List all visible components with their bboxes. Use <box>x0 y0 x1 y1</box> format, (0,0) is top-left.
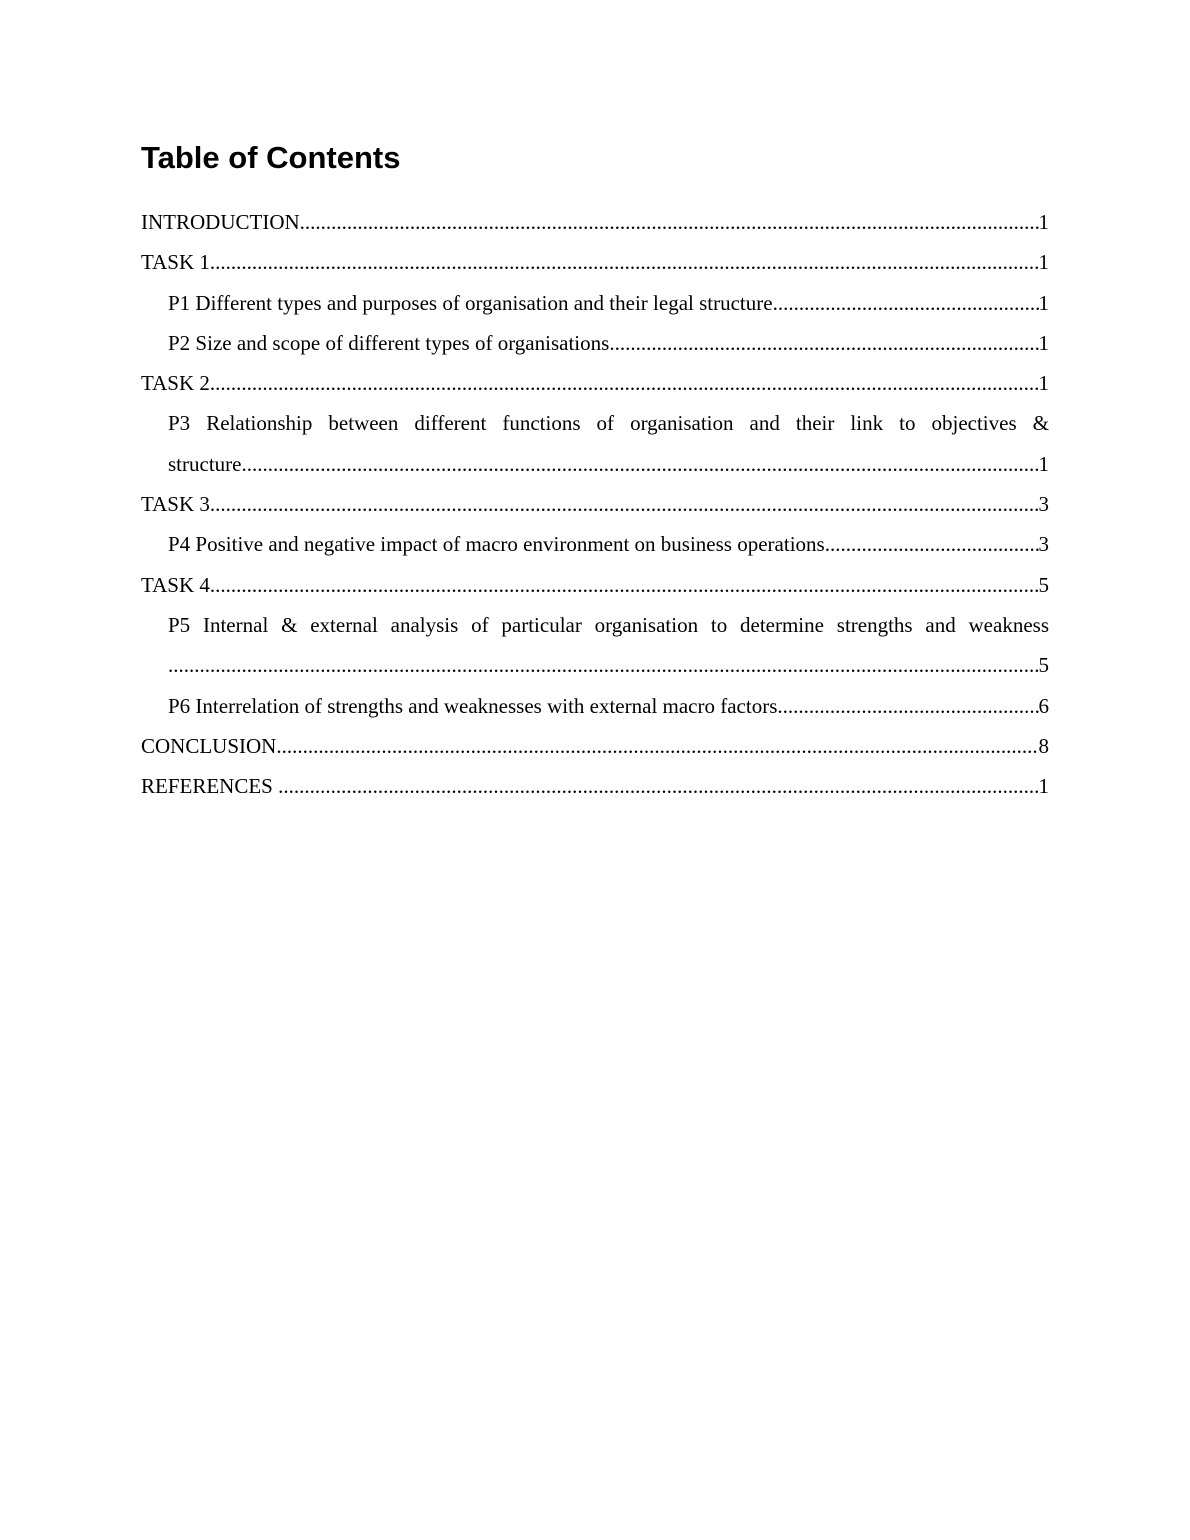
toc-entry-p6[interactable] <box>141 686 1049 726</box>
toc-entry-text: TASK 3 <box>141 492 210 517</box>
toc-entry-text: P2 Size and scope of different types of organisations <box>168 330 610 355</box>
toc-leader-dots <box>773 283 1039 323</box>
toc-entry-text: P4 Positive and negative impact of macro environment on business operations <box>168 532 825 557</box>
toc-leader-dots <box>210 484 1039 524</box>
toc-page-number: 6 <box>1038 693 1049 718</box>
toc-entry-p3[interactable] <box>141 403 1049 484</box>
toc-entry-conclusion[interactable] <box>141 726 1049 766</box>
toc-entry-task-2[interactable] <box>141 363 1049 403</box>
toc-entry-introduction[interactable] <box>141 202 1049 242</box>
toc-list <box>141 202 1049 806</box>
toc-entry-text: CONCLUSION <box>141 733 277 758</box>
toc-entry-text: TASK 4 <box>141 572 210 597</box>
toc-page-number: 3 <box>1038 492 1049 517</box>
toc-entry-text: TASK 2 <box>141 371 210 396</box>
toc-page-number: 1 <box>1038 290 1049 315</box>
toc-page-number: 1 <box>1038 250 1049 275</box>
toc-leader-dots <box>241 444 1038 484</box>
toc-page-number: 1 <box>1038 774 1049 799</box>
toc-leader-dots <box>210 363 1039 403</box>
toc-page-number: 5 <box>1038 653 1049 678</box>
toc-entry-task-3[interactable] <box>141 484 1049 524</box>
toc-leader-dots <box>210 565 1039 605</box>
toc-page-number: 1 <box>1038 451 1049 476</box>
toc-entry-p5[interactable] <box>141 605 1049 686</box>
toc-page-number: 3 <box>1038 532 1049 557</box>
toc-leader-dots <box>825 524 1039 564</box>
toc-entry-text-first-line: P3 Relationship between different functions of organisation and their link to objectives & <box>168 411 1049 436</box>
toc-leader-dots <box>777 686 1038 726</box>
toc-entry-task-1[interactable] <box>141 242 1049 282</box>
toc-leader-dots <box>276 726 1038 766</box>
toc-entry-text: REFERENCES <box>141 774 279 799</box>
toc-page-number: 1 <box>1038 330 1049 355</box>
toc-page-number: 1 <box>1038 371 1049 396</box>
document-page <box>141 138 1049 806</box>
toc-page-number: 8 <box>1038 733 1049 758</box>
toc-leader-dots <box>210 242 1039 282</box>
toc-entry-p1[interactable] <box>141 283 1049 323</box>
toc-leader-dots <box>300 202 1039 242</box>
toc-entry-p4[interactable] <box>141 524 1049 564</box>
toc-entry-text: P1 Different types and purposes of organisation and their legal structure <box>168 290 773 315</box>
toc-entry-text: P6 Interrelation of strengths and weaknesses with external macro factors <box>168 693 778 718</box>
toc-entry-references[interactable] <box>141 766 1049 806</box>
toc-entry-text-first-line: P5 Internal & external analysis of particular organisation to determine strengths and weakness <box>168 612 1049 637</box>
toc-leader-dots <box>168 645 1039 685</box>
toc-entry-text: INTRODUCTION <box>141 210 300 234</box>
toc-page-number: 5 <box>1038 572 1049 597</box>
toc-entry-text: structure <box>168 451 242 476</box>
toc-leader-dots <box>609 323 1038 363</box>
toc-entry-text: TASK 1 <box>141 250 210 275</box>
toc-entry-task-4[interactable] <box>141 565 1049 605</box>
toc-title: Table of Contents <box>141 140 401 175</box>
toc-entry-p2[interactable] <box>141 323 1049 363</box>
toc-page-number: 1 <box>1038 210 1049 234</box>
toc-leader-dots <box>278 766 1038 806</box>
